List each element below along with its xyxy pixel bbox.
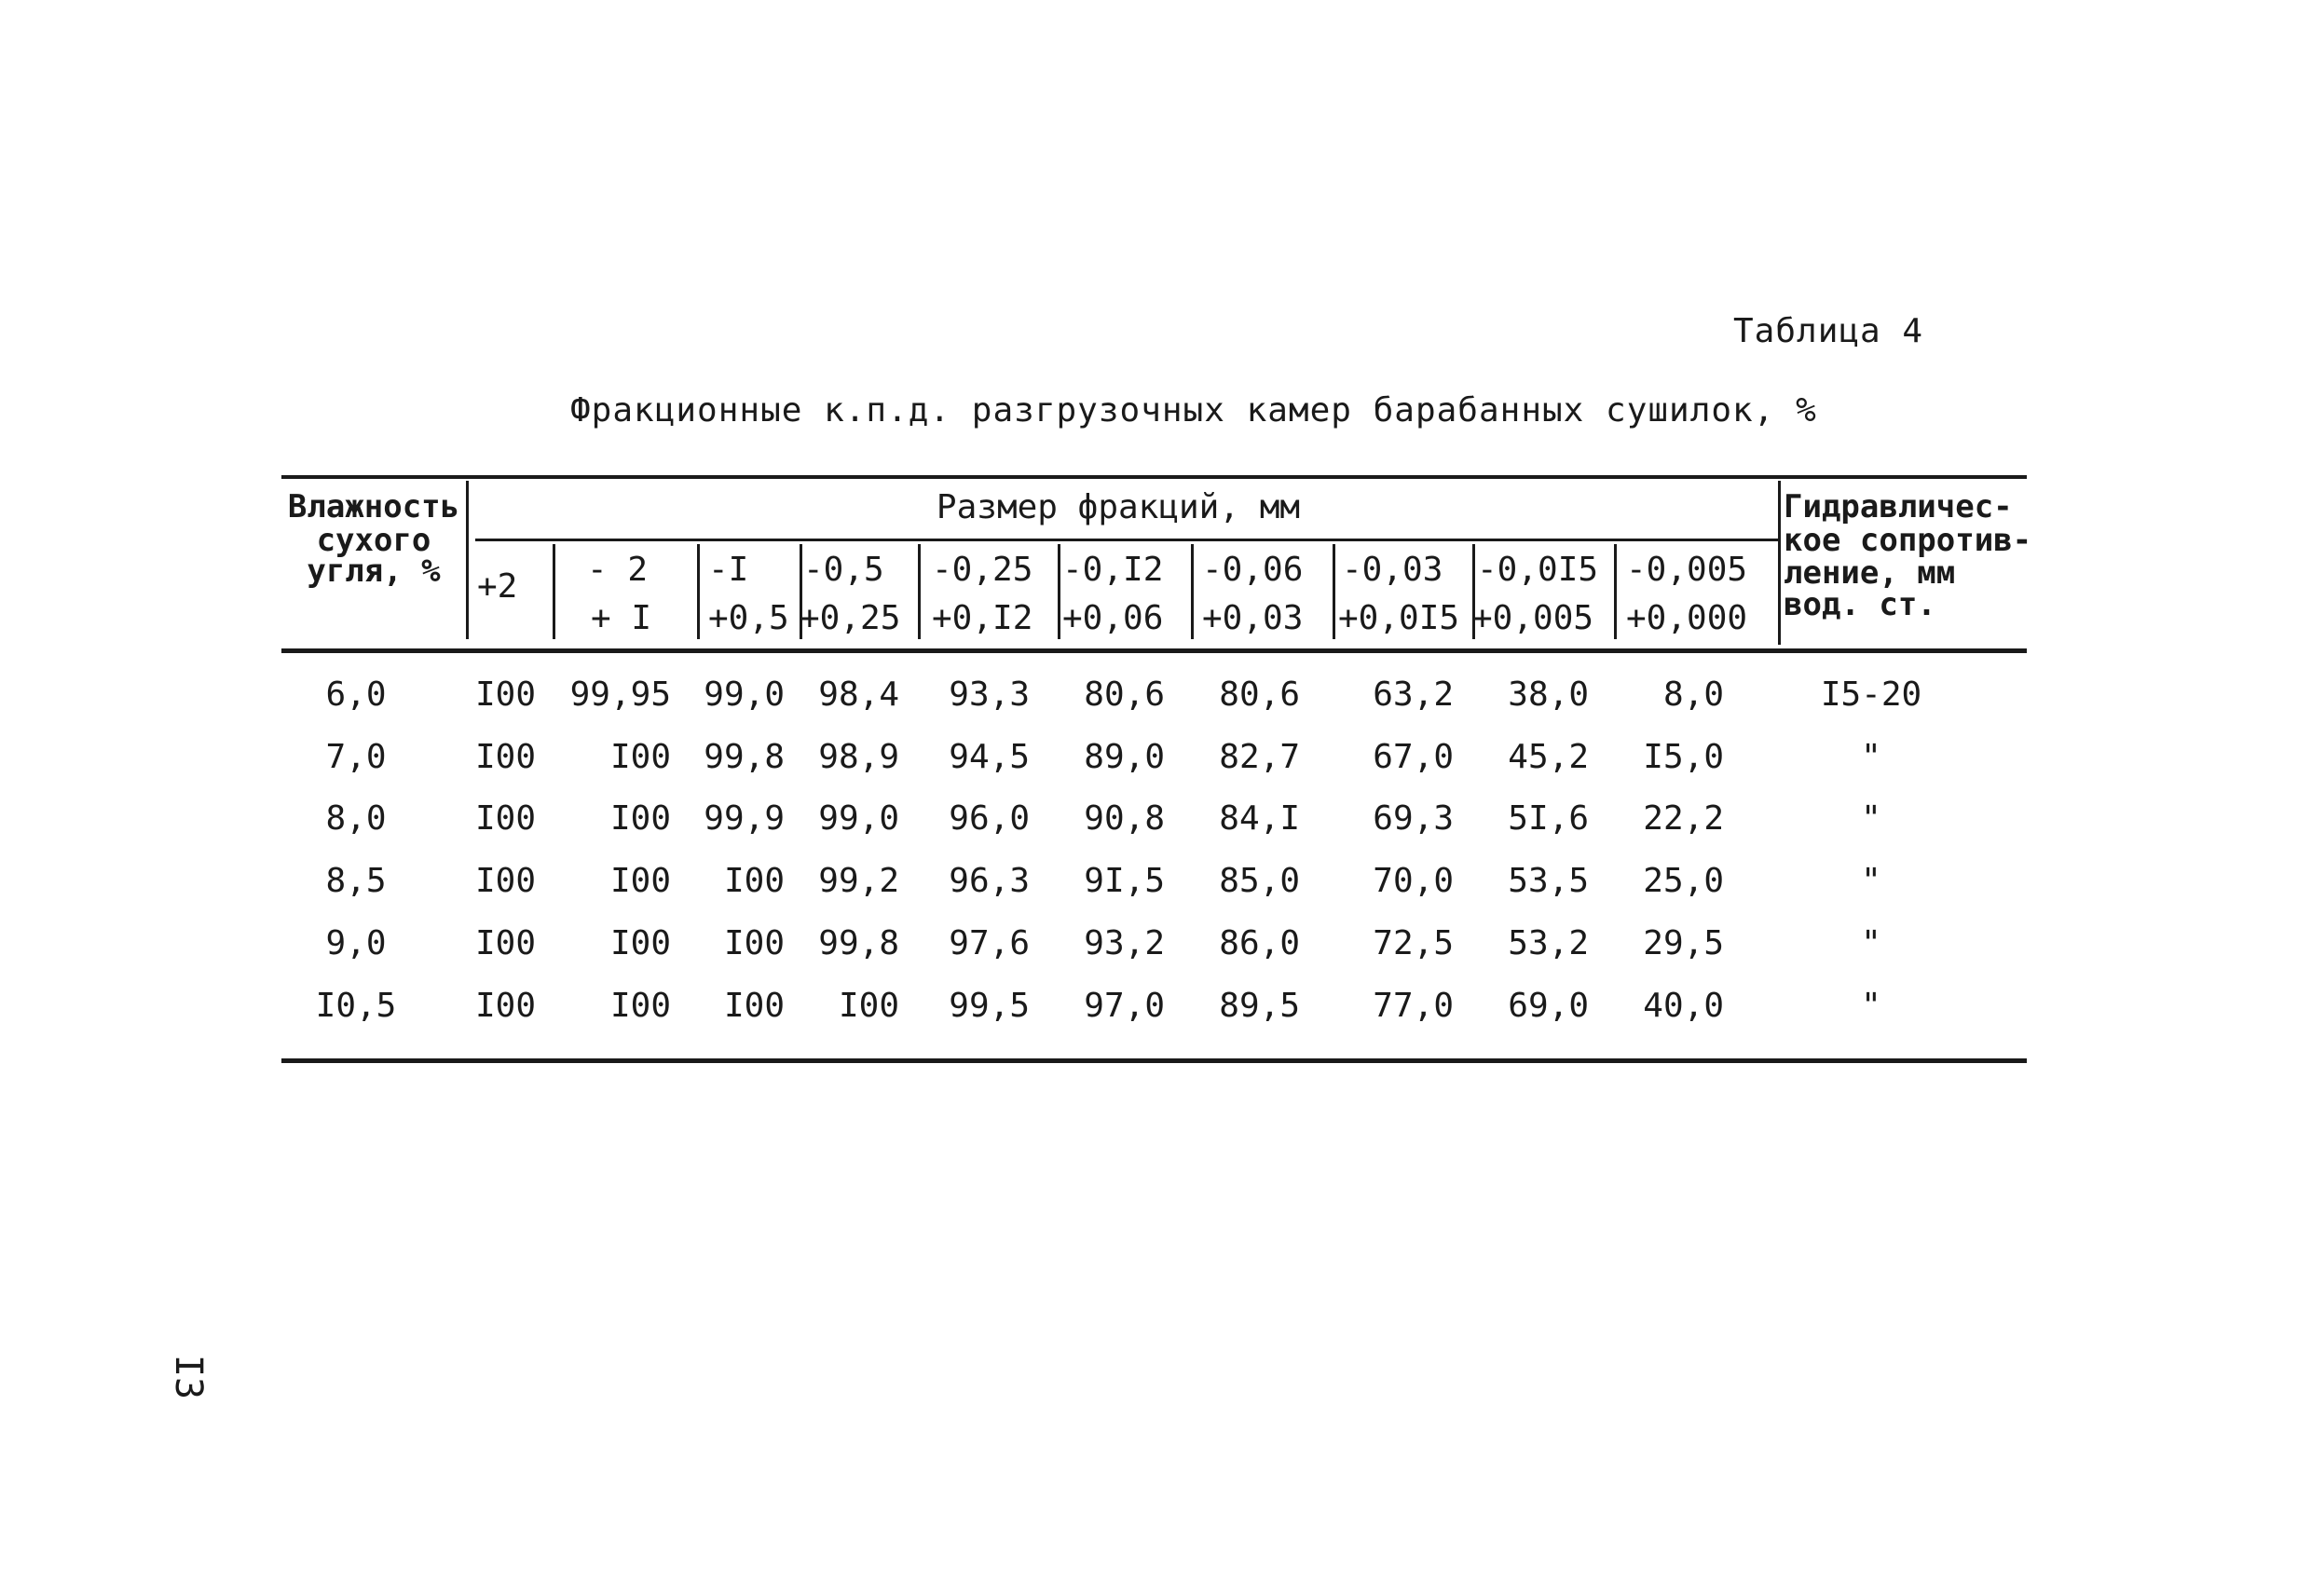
header-fraction-10-top: -0,005 <box>1626 551 1748 589</box>
row-3-value-5: 96,0 <box>949 799 1030 838</box>
row-6-value-2: I00 <box>609 987 671 1025</box>
header-fraction-3-bottom: +0,5 <box>708 599 789 637</box>
row-2-value-6: 89,0 <box>1084 738 1165 776</box>
row-6-value-3: I00 <box>723 987 785 1025</box>
row-3-value-7: 84,I <box>1219 799 1300 838</box>
page-number: I3 <box>167 1354 211 1400</box>
table-top-rule <box>281 475 2027 479</box>
row-6-value-6: 97,0 <box>1084 987 1165 1025</box>
row-5-value-2: I00 <box>609 924 671 962</box>
row-4-value-1: I00 <box>474 862 536 900</box>
header-fraction-7-top: -0,06 <box>1202 551 1304 589</box>
row-4-value-7: 85,0 <box>1219 862 1300 900</box>
row-1-value-2: 99,95 <box>569 675 671 714</box>
row-5-value-6: 93,2 <box>1084 924 1165 962</box>
row-4-value-2: I00 <box>609 862 671 900</box>
row-2-value-8: 67,0 <box>1373 738 1454 776</box>
header-fraction-9-bottom: +0,005 <box>1472 599 1594 637</box>
header-fraction-6-top: -0,I2 <box>1062 551 1164 589</box>
row-1-value-6: 80,6 <box>1084 675 1165 714</box>
header-fraction-size: Размер фракций, мм <box>936 488 1301 526</box>
header-fraction-7-bottom: +0,03 <box>1202 599 1304 637</box>
col-divider-fraction-1 <box>553 544 555 639</box>
row-2-value-9: 45,2 <box>1508 738 1589 776</box>
row-2-moisture: 7,0 <box>325 738 387 776</box>
row-3-value-10: 22,2 <box>1643 799 1724 838</box>
header-moisture-line-1: Влажность <box>287 488 460 525</box>
row-1-moisture: 6,0 <box>325 675 387 714</box>
row-6-value-8: 77,0 <box>1373 987 1454 1025</box>
header-fraction-4-top: -0,5 <box>803 551 884 589</box>
row-6-value-4: I00 <box>838 987 899 1025</box>
row-3-value-1: I00 <box>474 799 536 838</box>
row-5-value-1: I00 <box>474 924 536 962</box>
col-divider-moisture <box>466 481 469 639</box>
row-2-value-4: 98,9 <box>818 738 899 776</box>
row-5-value-3: I00 <box>723 924 785 962</box>
row-4-value-3: I00 <box>723 862 785 900</box>
table-caption: Фракционные к.п.д. разгрузочных камер барабанных сушилок, % <box>570 391 1817 430</box>
header-fraction-4-bottom: +0,25 <box>800 599 901 637</box>
row-3-value-2: I00 <box>609 799 671 838</box>
header-fraction-8-top: -0,03 <box>1342 551 1443 589</box>
header-fraction-1: +2 <box>477 567 518 606</box>
row-3-moisture: 8,0 <box>325 799 387 838</box>
row-1-value-4: 98,4 <box>818 675 899 714</box>
row-6-value-5: 99,5 <box>949 987 1030 1025</box>
row-1-value-10: 8,0 <box>1662 675 1724 714</box>
row-3-value-6: 90,8 <box>1084 799 1165 838</box>
row-2-value-10: I5,0 <box>1643 738 1724 776</box>
row-5-value-9: 53,2 <box>1508 924 1589 962</box>
header-inner-rule <box>475 539 1780 541</box>
header-fraction-5-bottom: +0,I2 <box>932 599 1033 637</box>
row-5-value-5: 97,6 <box>949 924 1030 962</box>
header-fraction-9-top: -0,0I5 <box>1477 551 1599 589</box>
header-resistance-line-4: вод. ст. <box>1784 586 1936 623</box>
header-fraction-3-top: -I <box>708 551 749 589</box>
row-4-value-5: 96,3 <box>949 862 1030 900</box>
row-1-value-3: 99,0 <box>704 675 785 714</box>
col-divider-fraction-6 <box>1191 544 1194 639</box>
table-bottom-rule <box>281 1058 2027 1063</box>
row-1-value-9: 38,0 <box>1508 675 1589 714</box>
header-moisture-line-3: угля, % <box>307 552 441 590</box>
row-2-value-3: 99,8 <box>704 738 785 776</box>
row-5-resistance: " <box>1861 924 1881 962</box>
row-3-value-9: 5I,6 <box>1508 799 1589 838</box>
col-divider-fraction-4 <box>918 544 921 639</box>
row-2-value-5: 94,5 <box>949 738 1030 776</box>
header-fraction-8-bottom: +0,0I5 <box>1338 599 1460 637</box>
row-4-value-8: 70,0 <box>1373 862 1454 900</box>
header-moisture-line-2: сухого <box>316 522 431 559</box>
header-fraction-5-top: -0,25 <box>932 551 1033 589</box>
col-divider-fraction-9 <box>1614 544 1617 639</box>
row-1-resistance: I5-20 <box>1820 675 1922 714</box>
row-5-value-4: 99,8 <box>818 924 899 962</box>
col-divider-resistance <box>1778 481 1781 645</box>
row-4-value-10: 25,0 <box>1643 862 1724 900</box>
row-4-value-6: 9I,5 <box>1084 862 1165 900</box>
row-1-value-5: 93,3 <box>949 675 1030 714</box>
row-5-value-7: 86,0 <box>1219 924 1300 962</box>
header-fraction-10-bottom: +0,000 <box>1626 599 1748 637</box>
row-1-value-8: 63,2 <box>1373 675 1454 714</box>
header-resistance-line-1: Гидравличес- <box>1784 488 2013 525</box>
row-6-moisture: I0,5 <box>315 987 397 1025</box>
row-6-value-9: 69,0 <box>1508 987 1589 1025</box>
row-6-value-7: 89,5 <box>1219 987 1300 1025</box>
header-resistance-line-2: кое сопротив- <box>1784 522 2032 559</box>
row-6-value-10: 40,0 <box>1643 987 1724 1025</box>
row-3-value-3: 99,9 <box>704 799 785 838</box>
row-3-value-4: 99,0 <box>818 799 899 838</box>
header-bottom-rule <box>281 648 2027 653</box>
table-number: Таблица 4 <box>1733 312 1924 350</box>
row-1-value-7: 80,6 <box>1219 675 1300 714</box>
col-divider-fraction-5 <box>1058 544 1060 639</box>
header-fraction-6-bottom: +0,06 <box>1062 599 1164 637</box>
row-6-resistance: " <box>1861 987 1881 1025</box>
row-2-resistance: " <box>1861 738 1881 776</box>
row-4-value-4: 99,2 <box>818 862 899 900</box>
row-4-value-9: 53,5 <box>1508 862 1589 900</box>
row-1-value-1: I00 <box>474 675 536 714</box>
row-2-value-2: I00 <box>609 738 671 776</box>
col-divider-fraction-7 <box>1333 544 1335 639</box>
row-4-resistance: " <box>1861 862 1881 900</box>
col-divider-fraction-2 <box>697 544 700 639</box>
row-5-value-10: 29,5 <box>1643 924 1724 962</box>
row-3-value-8: 69,3 <box>1373 799 1454 838</box>
header-resistance-line-3: ление, мм <box>1784 554 1956 592</box>
row-2-value-7: 82,7 <box>1219 738 1300 776</box>
row-3-resistance: " <box>1861 799 1881 838</box>
row-5-moisture: 9,0 <box>325 924 387 962</box>
row-4-moisture: 8,5 <box>325 862 387 900</box>
row-6-value-1: I00 <box>474 987 536 1025</box>
row-5-value-8: 72,5 <box>1373 924 1454 962</box>
header-fraction-2-top: - 2 <box>587 551 649 589</box>
row-2-value-1: I00 <box>474 738 536 776</box>
header-fraction-2-bottom: + I <box>591 599 652 637</box>
